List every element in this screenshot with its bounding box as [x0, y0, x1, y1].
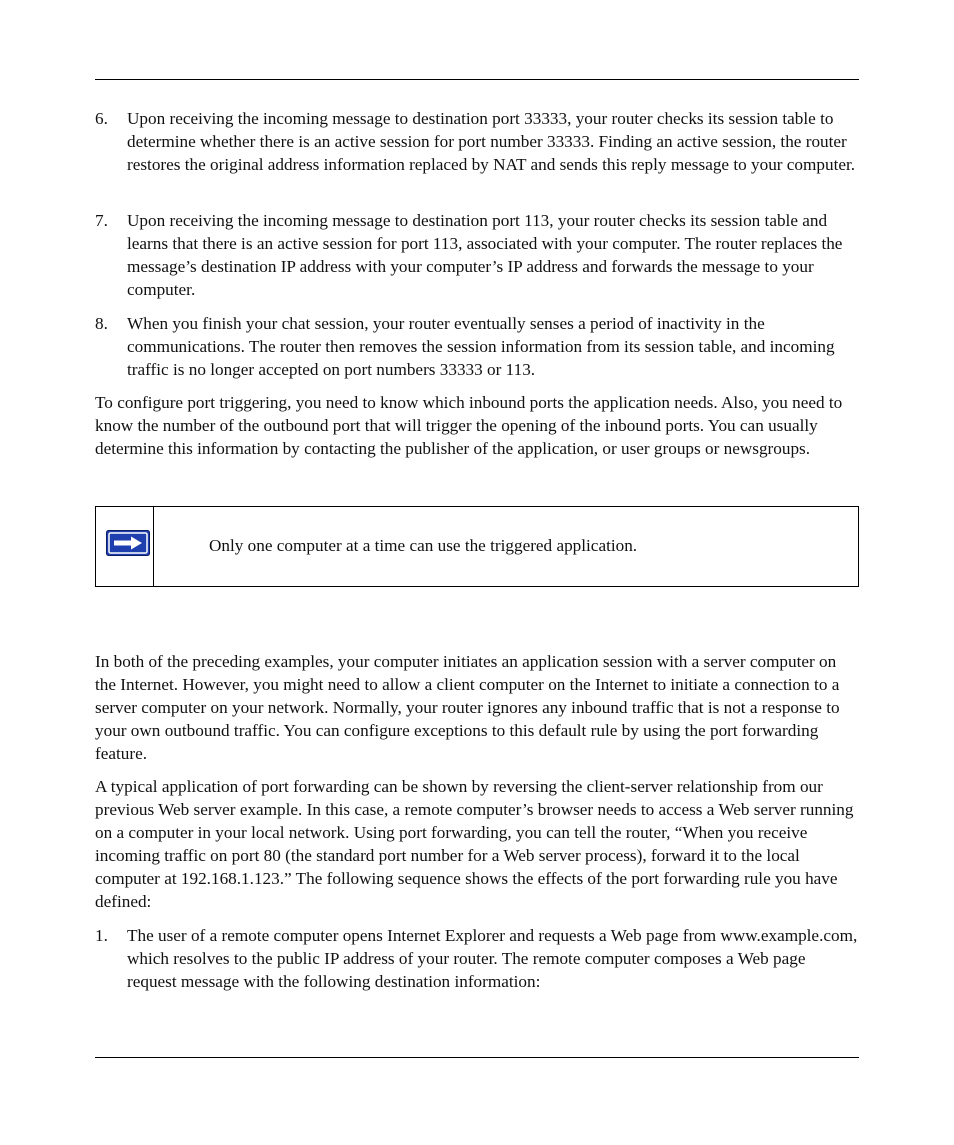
- footer-rule: [95, 1057, 859, 1058]
- paragraph-port-forwarding-intro: In both of the preceding examples, your computer initiates an application session with a server computer on the Internet. However, you might need to allow a client computer on the Internet to initiate a connection to a server computer on your network. Normally, your router ignores any inbound traffic that is not a response to your own outbound traffic. You can configure exceptions to this default rule by using the port forwarding feature.: [95, 652, 840, 763]
- list-item-step-1: [95, 924, 859, 993]
- list-item-number: 6.: [95, 109, 108, 128]
- list-item-text: When you finish your chat session, your router eventually senses a period of inactivity in the communications. The router then removes the session information from its session table, and incoming traffic is no longer accepted on port numbers 33333 or 113.: [127, 314, 835, 379]
- list-item-number: 7.: [95, 211, 108, 230]
- list-item-text: Upon receiving the incoming message to destination port 113, your router checks its session table and learns that there is an active session for port 113, associated with your computer. The router replaces the message’s destination IP address with your computer’s IP address and forwards the message to your computer.: [127, 211, 843, 299]
- paragraph-port-forwarding-example: A typical application of port forwarding can be shown by reversing the client-server relationship from our previous Web server example. In this case, a remote computer’s browser needs to access a Web server running on a computer in your local network. Using port forwarding, you can tell the router, “When you receive incoming traffic on port 80 (the standard port number for a Web server process), forward it to the local computer at 192.168.1.123.” The following sequence shows the effects of the port forwarding rule you have defined:: [95, 777, 854, 911]
- note-text: Only one computer at a time can use the triggered application.: [209, 536, 638, 555]
- list-item-step-8: [95, 312, 859, 381]
- list-item-step-7: [95, 209, 859, 301]
- note-icon-cell: [96, 507, 154, 586]
- list-item-text: Upon receiving the incoming message to destination port 33333, your router checks its session table to determine whether there is an active session for port number 33333. Finding an active session, the router restores the original address information replaced by NAT and sends this reply message to your computer.: [127, 109, 856, 174]
- list-item-number: 8.: [95, 314, 108, 333]
- header-rule: [95, 79, 859, 80]
- arrow-right-icon: [106, 530, 150, 556]
- list-item-number: 1.: [95, 926, 108, 945]
- note-box: [95, 506, 859, 587]
- list-item-step-6: [95, 107, 859, 176]
- list-item-text: The user of a remote computer opens Internet Explorer and requests a Web page from www.example.com, which resolves to the public IP address of your router. The remote computer composes a Web page request message with the following destination information:: [127, 926, 858, 991]
- paragraph-configure-port-triggering: To configure port triggering, you need to know which inbound ports the application needs. Also, you need to know the number of the outbound port that will trigger the opening of the inbound ports. You can usually determine this information by contacting the publisher of the application, or user groups or newsgroups.: [95, 393, 843, 458]
